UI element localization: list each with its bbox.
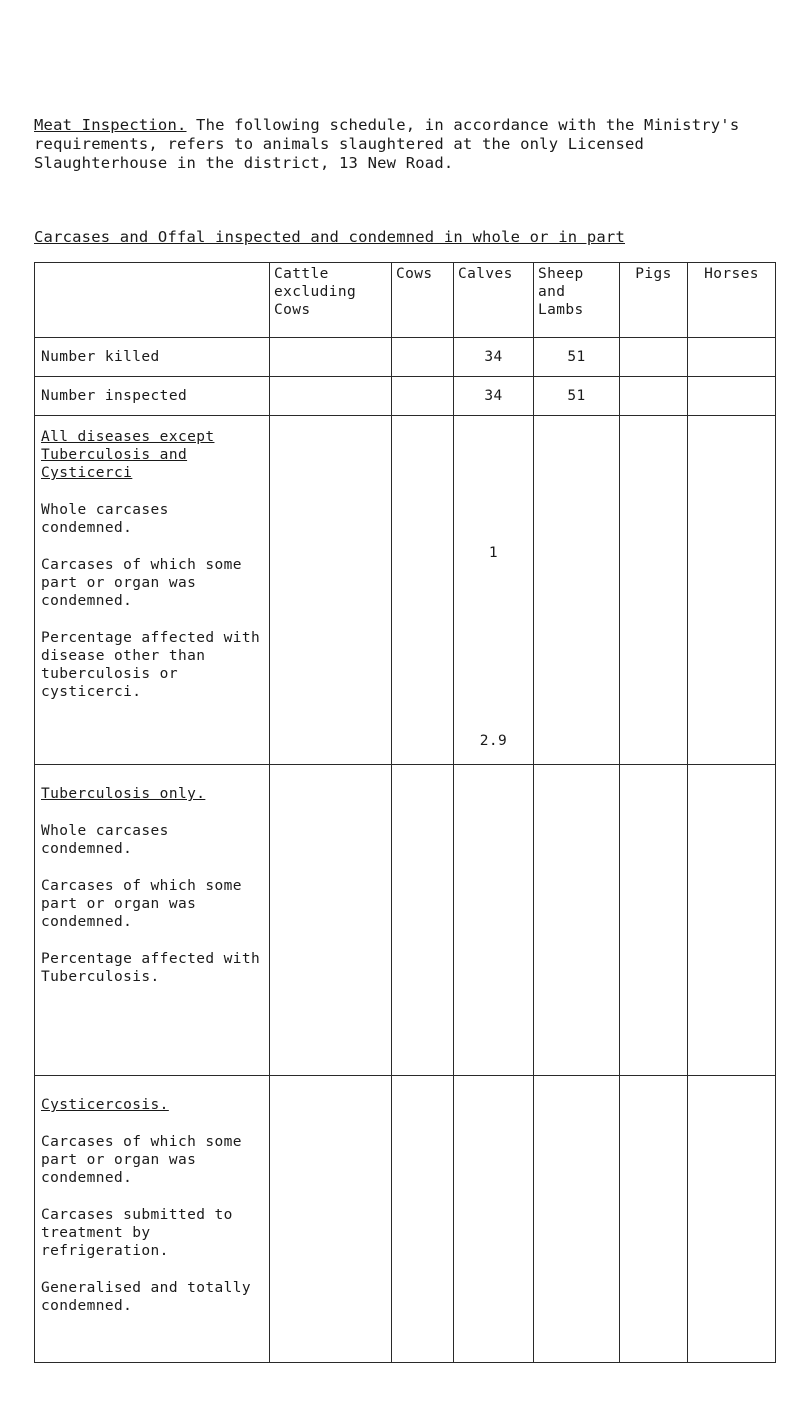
tb-part-label: Carcases of which some part or organ was condemned. — [41, 878, 242, 930]
label-number-killed: Number killed — [35, 338, 270, 377]
section-all-diseases — [35, 416, 776, 765]
cyst-heading: Cysticercosis. — [41, 1097, 169, 1113]
col-cows: Cows — [392, 263, 454, 338]
tb-heading: Tuberculosis only. — [41, 786, 206, 802]
cyst-generalised-label: Generalised and totally condemned. — [41, 1280, 251, 1314]
col-horses: Horses — [688, 263, 776, 338]
all-diseases-labels — [35, 416, 270, 765]
cyst-labels — [35, 1076, 270, 1363]
inspected-calves: 34 — [454, 377, 534, 416]
row-number-killed — [35, 338, 776, 377]
all-calves-whole: 1 — [488, 545, 499, 561]
intro-heading: Meat Inspection. — [34, 116, 187, 134]
tb-percentage-label: Percentage affected with Tuberculosis. — [41, 951, 261, 985]
cyst-refrigeration-label: Carcases submitted to treatment by refrigeration. — [41, 1207, 233, 1259]
cyst-part-label: Carcases of which some part or organ was condemned. — [41, 1134, 242, 1186]
tb-whole-label: Whole carcases condemned. — [41, 823, 169, 857]
header-row — [35, 263, 776, 338]
row-number-inspected — [35, 377, 776, 416]
inspection-table — [34, 262, 776, 1363]
tb-labels — [35, 765, 270, 1076]
col-cattle: Cattle excluding Cows — [270, 263, 392, 338]
all-whole-label: Whole carcases condemned. — [41, 502, 169, 536]
col-sheep: Sheep and Lambs — [534, 263, 620, 338]
all-part-label: Carcases of which some part or organ was condemned. — [41, 557, 242, 609]
col-calves: Calves — [454, 263, 534, 338]
section-tuberculosis — [35, 765, 776, 1076]
table-title: Carcases and Offal inspected and condemned in whole or in part — [34, 228, 625, 246]
all-percentage-label: Percentage affected with disease other than tuberculosis or cysticerci. — [41, 630, 261, 700]
section-cysticercosis — [35, 1076, 776, 1363]
all-diseases-heading: All diseases except Tuberculosis and Cysticerci — [41, 429, 215, 481]
intro-text: The following schedule, in accordance with the Ministry's requirements, refers to animals slaughtered at the only Licensed Slaughterhouse in the district, 13 New Road. — [34, 116, 740, 172]
all-calves-cell — [454, 416, 534, 765]
intro-paragraph — [34, 116, 774, 173]
col-pigs: Pigs — [620, 263, 688, 338]
all-calves-pct: 2.9 — [479, 733, 508, 749]
killed-sheep: 51 — [534, 338, 620, 377]
killed-calves: 34 — [454, 338, 534, 377]
header-blank-cell — [35, 263, 270, 338]
label-number-inspected: Number inspected — [35, 377, 270, 416]
inspected-sheep: 51 — [534, 377, 620, 416]
